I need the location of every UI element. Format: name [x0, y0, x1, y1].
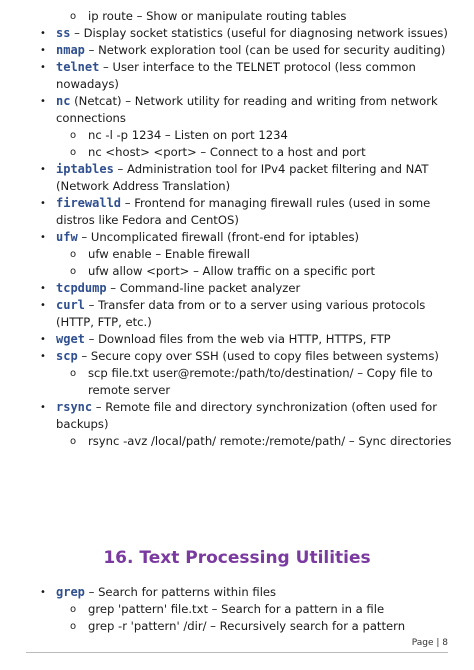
sub-list-item [0, 246, 474, 263]
command-name: nmap [56, 43, 85, 57]
item-description: – Uncomplicated firewall (front-end for iptables) [77, 230, 360, 244]
item-description: grep -r 'pattern' /dir/ – Recursively search for a pattern [88, 619, 406, 633]
bullet-icon: • [40, 402, 46, 413]
list-item [0, 25, 474, 42]
list-item [0, 280, 474, 297]
bullet-icon: • [40, 45, 46, 56]
bullet-icon: • [40, 587, 46, 598]
item-description: – Download files from the web via HTTP, HTTPS, FTP [84, 332, 391, 346]
sub-bullet-icon: o [70, 147, 77, 158]
command-name: wget [56, 332, 85, 346]
item-description: – User interface to the TELNET protocol (less common nowadays) [56, 60, 416, 91]
command-name: ufw [56, 230, 78, 244]
list-item [0, 331, 474, 348]
sub-bullet-icon: o [70, 436, 77, 447]
item-description: – Display socket statistics (useful for diagnosing network issues) [70, 26, 448, 40]
list-item [0, 93, 474, 127]
sub-list-item [0, 127, 474, 144]
list-item [0, 584, 474, 601]
command-name: iptables [56, 162, 114, 176]
list-item [0, 59, 474, 93]
text-processing-list [0, 584, 474, 635]
list-item [0, 42, 474, 59]
item-description: – Administration tool for IPv4 packet filtering and NAT (Network Address Translation) [56, 162, 429, 193]
bullet-icon: • [40, 334, 46, 345]
item-description: scp file.txt user@remote:/path/to/destination/ – Copy file to remote server [88, 366, 433, 397]
command-name: telnet [56, 60, 100, 74]
sub-bullet-icon: o [70, 266, 77, 277]
item-description: – Transfer data from or to a server using various protocols (HTTP, FTP, etc.) [56, 298, 426, 329]
list-item [0, 229, 474, 246]
item-description: nc -l -p 1234 – Listen on port 1234 [88, 128, 288, 142]
sub-list-item [0, 8, 474, 25]
command-name: curl [56, 298, 85, 312]
bullet-icon: • [40, 351, 46, 362]
sub-bullet-icon: o [70, 249, 77, 260]
bullet-icon: • [40, 164, 46, 175]
sub-bullet-icon: o [70, 368, 77, 379]
bullet-icon: • [40, 283, 46, 294]
sub-bullet-icon: o [70, 604, 77, 615]
list-item [0, 399, 474, 433]
sub-list-item [0, 365, 474, 399]
sub-list-item [0, 144, 474, 161]
page-footer: Page | 8 [411, 638, 448, 648]
sub-bullet-icon: o [70, 11, 77, 22]
command-name: grep [56, 585, 85, 599]
item-description: nc <host> <port> – Connect to a host and port [88, 145, 366, 159]
bullet-icon: • [40, 28, 46, 39]
command-name: rsync [56, 400, 93, 414]
bullet-icon: • [40, 232, 46, 243]
item-description: ip route – Show or manipulate routing tables [88, 9, 347, 23]
command-list [0, 8, 474, 450]
list-item [0, 348, 474, 365]
list-item [0, 297, 474, 331]
item-description: grep 'pattern' file.txt – Search for a pattern in a file [88, 602, 385, 616]
bullet-icon: • [40, 198, 46, 209]
bullet-icon: • [40, 300, 46, 311]
item-description: (Netcat) – Network utility for reading and writing from network connections [56, 94, 438, 125]
item-description: – Secure copy over SSH (used to copy files between systems) [77, 349, 439, 363]
item-description: ufw enable – Enable firewall [88, 247, 251, 261]
sub-list-item [0, 263, 474, 280]
item-description: rsync -avz /local/path/ remote:/remote/path/ – Sync directories [88, 434, 452, 448]
command-name: scp [56, 349, 78, 363]
command-name: nc [56, 94, 71, 108]
command-name: tcpdump [56, 281, 107, 295]
footer-divider [26, 652, 448, 653]
bullet-icon: • [40, 96, 46, 107]
sub-list-item [0, 433, 474, 450]
list-item [0, 161, 474, 195]
item-description: – Command-line packet analyzer [106, 281, 301, 295]
item-description: – Frontend for managing firewall rules (used in some distros like Fedora and CentOS) [56, 196, 431, 227]
list-item [0, 195, 474, 229]
item-description: – Remote file and directory synchronization (often used for backups) [56, 400, 438, 431]
sub-bullet-icon: o [70, 130, 77, 141]
item-description: – Search for patterns within files [84, 585, 277, 599]
item-description: – Network exploration tool (can be used for security auditing) [84, 43, 446, 57]
sub-list-item [0, 618, 474, 635]
sub-list-item [0, 601, 474, 618]
sub-bullet-icon: o [70, 621, 77, 632]
bullet-icon: • [40, 62, 46, 73]
section-heading: 16. Text Processing Utilities [103, 548, 371, 568]
item-description: ufw allow <port> – Allow traffic on a specific port [88, 264, 376, 278]
command-name: ss [56, 26, 71, 40]
command-name: firewalld [56, 196, 122, 210]
